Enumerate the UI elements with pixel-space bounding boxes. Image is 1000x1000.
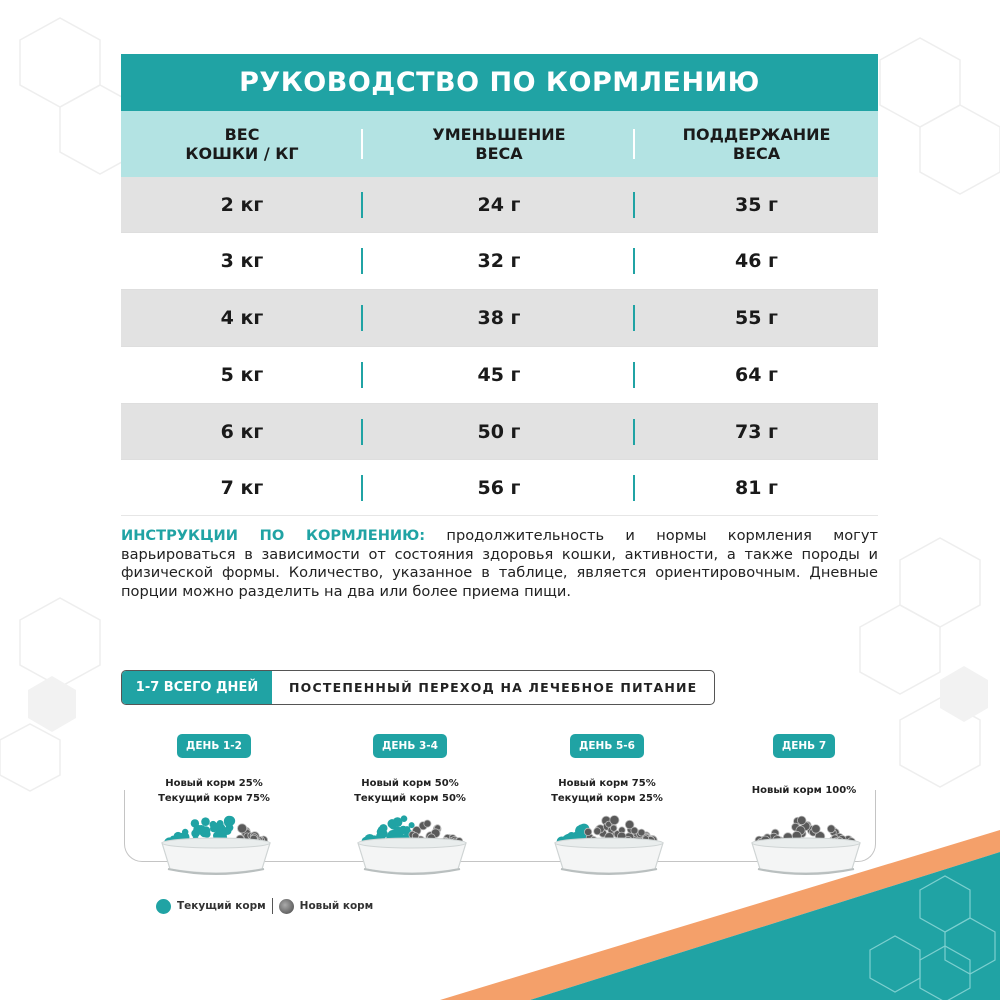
cell-loss: 32 г [363,250,635,272]
current-food-kibble [201,817,210,826]
bowl-rim [555,838,663,848]
day-badge: ДЕНЬ 1-2 [177,734,251,758]
cell-weight: 3 кг [121,250,363,272]
cell-maintain: 64 г [735,364,778,386]
feeding-instructions [121,527,878,601]
food-bowl-day-1-2 [160,805,272,877]
new-food-swatch [279,899,294,914]
cell-maintain: 46 г [735,250,778,272]
current-food-kibble [404,826,411,833]
cell-maintain: 73 г [735,420,778,443]
cell-weight: 7 кг [121,477,363,499]
table-row [121,460,878,516]
current-food-kibble [217,820,224,827]
food-bowl-day-5-6 [553,805,665,877]
current-food-kibble [379,824,387,832]
current-food-kibble [393,817,403,827]
table-row [121,404,878,460]
instructions-text: продолжительность и нормы кормления могут варьироваться в зависимости от состояния здоровья кошки, активности, а также породы и физической формы. Количество, указанное в таблице, является ориентировочным. Дневные порции можно разделить на два или более приема пищи. [121,527,878,600]
day-block-2 [320,734,500,806]
current-food-kibble [210,825,217,832]
new-food-kibble [424,820,431,827]
header-weight-maintenance: ПОДДЕРЖАНИЕ ВЕСА [682,125,831,163]
day-badge: ДЕНЬ 3-4 [373,734,447,758]
cell-weight: 6 кг [121,421,363,443]
legend-divider [272,898,273,914]
day-ratio-text: Новый корм 25% Текущий корм 75% [158,778,270,804]
current-food-swatch [156,899,171,914]
cell-maintain: 55 г [735,307,778,329]
cell-loss: 24 г [363,194,635,216]
cell-maintain: 35 г [735,193,778,216]
day-ratio-text: Новый корм 100% [751,785,857,796]
new-food-kibble [611,825,617,831]
total-days-badge: 1-7 ВСЕГО ДНЕЙ [122,671,272,704]
food-bowl-day-7 [750,805,862,877]
new-food-kibble [631,827,638,834]
bowl-rim [358,838,466,848]
new-food-kibble [812,825,821,834]
day-ratio-text: Новый корм 75% Текущий корм 25% [551,778,663,804]
cell-loss: 50 г [363,421,635,443]
table-header-row [121,111,878,177]
cell-loss: 56 г [363,477,635,499]
day-block-4 [714,734,894,798]
table-row [121,290,878,347]
new-food-kibble [584,828,591,835]
instructions-lead: ИНСТРУКЦИИ ПО КОРМЛЕНИЮ: [121,527,426,544]
cell-loss: 38 г [363,307,635,329]
legend-current-label: Текущий корм [177,900,266,912]
food-bowl-day-3-4 [356,805,468,877]
cell-weight: 2 кг [121,194,363,216]
cell-maintain: 81 г [735,476,778,499]
cell-weight: 5 кг [121,364,363,386]
current-food-kibble [182,829,188,835]
table-row [121,177,878,233]
day-block-3 [517,734,697,806]
day-badge: ДЕНЬ 5-6 [570,734,644,758]
transition-title: ПОСТЕПЕННЫЙ ПЕРЕХОД НА ЛЕЧЕБНОЕ ПИТАНИЕ [289,680,698,695]
food-legend [156,898,373,914]
day-badge: ДЕНЬ 7 [773,734,835,758]
new-food-kibble [594,828,601,835]
table-row [121,347,878,404]
header-cat-weight: ВЕС КОШКИ / КГ [121,125,363,163]
table-title: РУКОВОДСТВО ПО КОРМЛЕНИЮ [121,54,878,111]
current-food-kibble [224,816,234,826]
header-weight-loss: УМЕНЬШЕНИЕ ВЕСА [363,125,635,163]
new-food-kibble [797,816,806,825]
bowl-rim [752,838,860,848]
cell-loss: 45 г [363,364,635,386]
transition-banner [121,670,715,705]
new-food-kibble [610,816,619,825]
table-row [121,233,878,290]
feeding-table [121,54,878,516]
bowl-rim [162,838,270,848]
day-ratio-text: Новый корм 50% Текущий корм 50% [354,778,466,804]
legend-new-label: Новый корм [299,900,374,912]
new-food-kibble [827,825,835,833]
day-block-1 [124,734,304,806]
current-food-kibble [193,825,203,835]
cell-weight: 4 кг [121,307,363,329]
new-food-kibble [238,824,247,833]
